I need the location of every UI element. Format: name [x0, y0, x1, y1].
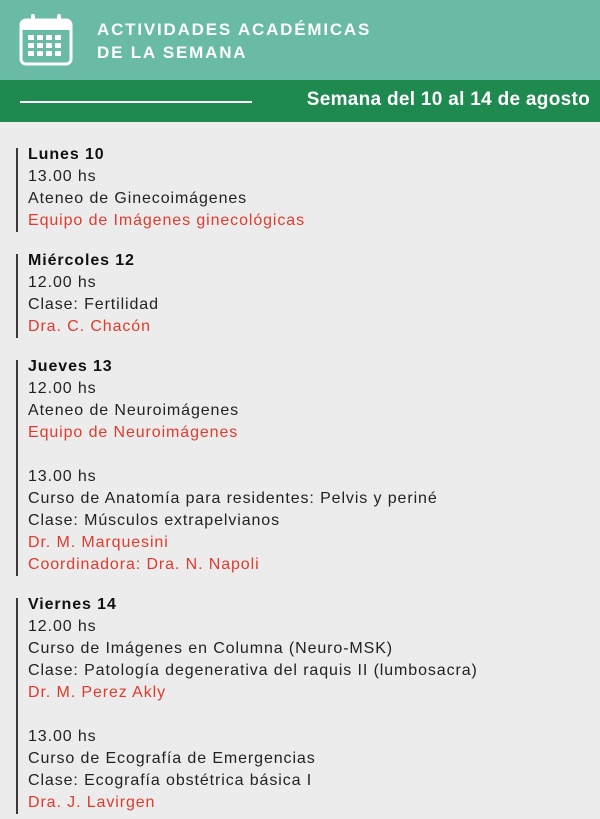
day-title: Lunes 10: [28, 146, 105, 163]
page-title: [97, 18, 371, 64]
header-banner: [0, 0, 600, 80]
event-time: 12.00 hs: [28, 380, 97, 397]
day-block-thursday: [16, 356, 600, 576]
event-presenter: Dra. J. Lavirgen: [28, 794, 156, 811]
day-title: Jueves 13: [28, 358, 113, 375]
event-separator: [28, 444, 600, 466]
title-line-2: DE LA SEMANA: [97, 43, 248, 62]
event-description: Curso de Ecografía de Emergencias: [28, 750, 316, 767]
day-block-wednesday: [16, 250, 600, 338]
event-description: Clase: Fertilidad: [28, 296, 159, 313]
day-block-monday: [16, 144, 600, 232]
event-presenter: Dr. M. Perez Akly: [28, 684, 166, 701]
day-block-friday: [16, 594, 600, 814]
event-time: 13.00 hs: [28, 728, 97, 745]
week-bar: [0, 80, 600, 122]
divider-line: [20, 101, 252, 103]
title-line-1: ACTIVIDADES ACADÉMICAS: [97, 20, 372, 39]
event-description: Clase: Patología degenerativa del raquis II (lumbosacra): [28, 662, 478, 679]
event-description: Clase: Ecografía obstétrica básica I: [28, 772, 313, 789]
event-time: 13.00 hs: [28, 168, 97, 185]
event-time: 13.00 hs: [28, 468, 97, 485]
event-description: Ateneo de Neuroimágenes: [28, 402, 240, 419]
event-presenter: Equipo de Neuroimágenes: [28, 424, 239, 441]
event-description: Curso de Anatomía para residentes: Pelvis y periné: [28, 490, 438, 507]
event-description: Curso de Imágenes en Columna (Neuro-MSK): [28, 640, 394, 657]
day-title: Miércoles 12: [28, 252, 135, 269]
event-time: 12.00 hs: [28, 274, 97, 291]
week-label: Semana del 10 al 14 de agosto: [306, 89, 590, 110]
calendar-icon: [18, 12, 74, 68]
event-presenter: Equipo de Imágenes ginecológicas: [28, 212, 305, 229]
schedule-list: [0, 122, 600, 814]
event-time: 12.00 hs: [28, 618, 97, 635]
event-presenter: Dr. M. Marquesini: [28, 534, 169, 551]
event-coordinator: Coordinadora: Dra. N. Napoli: [28, 556, 260, 573]
event-description: Ateneo de Ginecoimágenes: [28, 190, 248, 207]
event-separator: [28, 704, 600, 726]
event-presenter: Dra. C. Chacón: [28, 318, 151, 335]
day-title: Viernes 14: [28, 596, 117, 613]
event-description: Clase: Músculos extrapelvianos: [28, 512, 280, 529]
